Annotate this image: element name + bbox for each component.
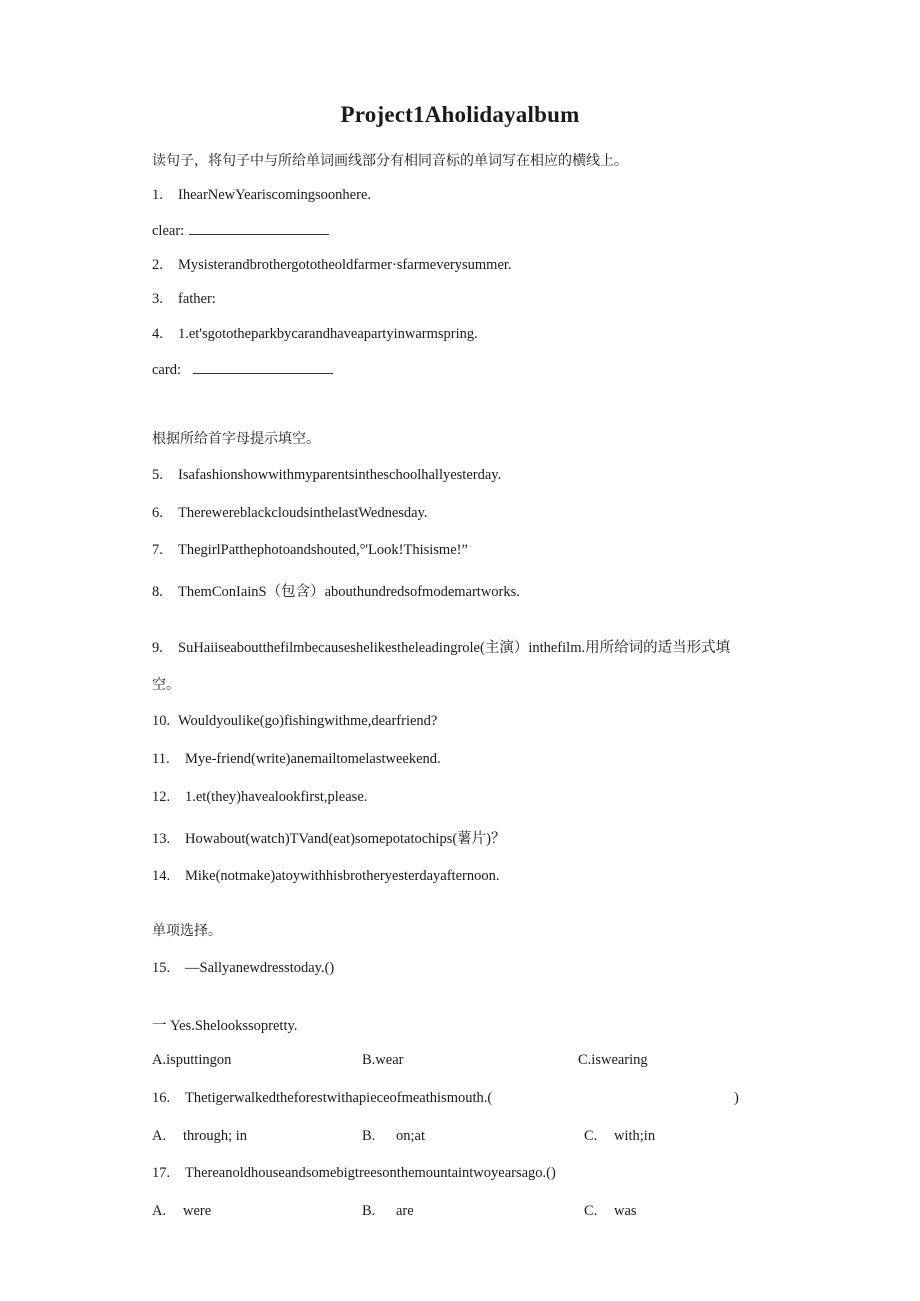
question-4 xyxy=(152,326,478,343)
question-15 xyxy=(152,960,334,977)
option-letter: B. xyxy=(362,1128,376,1144)
question-number: 15. xyxy=(152,960,171,976)
option-text: were xyxy=(183,1203,212,1219)
question-15-reply: 一 Yes.Shelookssopretty. xyxy=(152,1018,298,1034)
question-number: 1. xyxy=(152,187,163,203)
option-a[interactable] xyxy=(152,1128,247,1145)
question-number: 11. xyxy=(152,751,170,767)
question-text: 1.et(they)havealookfirst,please. xyxy=(185,789,368,805)
question-text: —Sallyanewdresstoday.() xyxy=(185,960,335,976)
question-text: ThegirlPatthephotoandshouted,°'Look!Thisisme!” xyxy=(178,542,468,558)
question-text: IhearNewYeariscomingsoonhere. xyxy=(178,187,372,203)
question-number: 2. xyxy=(152,257,163,273)
question-text: Mye-friend(write)anemailtomelastweekend. xyxy=(185,751,441,767)
section-instruction: 根据所给首字母提示填空。 xyxy=(152,431,320,447)
option-letter: C. xyxy=(584,1128,598,1144)
section-instruction: 单项选择。 xyxy=(152,923,222,939)
section-instruction: 读句子，将句子中与所给单词画线部分有相同音标的单词写在相应的横线上。 xyxy=(152,153,628,169)
question-text: TherewereblackcloudsinthelastWednesday. xyxy=(178,505,428,521)
answer-label: card: xyxy=(152,362,181,378)
option-text: through; in xyxy=(183,1128,248,1144)
option-c[interactable] xyxy=(584,1203,637,1220)
question-10 xyxy=(152,713,437,730)
question-5 xyxy=(152,467,501,484)
question-number: 13. xyxy=(152,831,171,847)
answer-blank[interactable] xyxy=(193,361,333,374)
option-c[interactable] xyxy=(584,1128,655,1145)
question-3 xyxy=(152,291,216,308)
question-1 xyxy=(152,187,371,204)
question-text: Isafashionshowwithmyparentsintheschoolhallyesterday. xyxy=(178,467,502,483)
answer-label: clear: xyxy=(152,223,185,239)
question-number: 7. xyxy=(152,542,163,558)
question-17 xyxy=(152,1165,556,1182)
question-14 xyxy=(152,868,499,885)
question-13 xyxy=(152,827,506,848)
question-number: 8. xyxy=(152,584,163,600)
option-b[interactable] xyxy=(362,1203,414,1220)
question-number: 17. xyxy=(152,1165,171,1181)
question-7 xyxy=(152,542,468,559)
question-text: 1.et'sgototheparkbycarandhaveapartyinwarmspring. xyxy=(178,326,478,342)
question-number: 6. xyxy=(152,505,163,521)
answer-blank[interactable] xyxy=(189,222,329,235)
option-a[interactable] xyxy=(152,1203,211,1220)
question-11 xyxy=(152,751,441,768)
question-6 xyxy=(152,505,428,522)
question-8 xyxy=(152,580,520,601)
option-b[interactable]: B.wear xyxy=(362,1052,404,1068)
option-letter: A. xyxy=(152,1203,167,1219)
question-text: ThemConIainS（包含）abouthundredsofmodemartworks. xyxy=(178,584,520,600)
question-text: Thereanoldhouseandsomebigtreesonthemountaintwoyearsago.() xyxy=(185,1165,556,1181)
question-text: Mike(notmake)atoywithhisbrotheryesterdayafternoon. xyxy=(185,868,500,884)
answer-bracket-close: ) xyxy=(734,1090,739,1106)
option-text: with;in xyxy=(614,1128,656,1144)
question-text: Mysisterandbrothergototheoldfarmer·sfarmeverysummer. xyxy=(178,257,512,273)
answer-line-card xyxy=(152,361,333,379)
answer-line-clear xyxy=(152,222,329,240)
question-text: Thetigerwalkedtheforestwithapieceofmeathismouth.( xyxy=(185,1090,493,1106)
option-text: was xyxy=(614,1203,637,1219)
option-b[interactable] xyxy=(362,1128,425,1145)
page-title: Project1Aholidayalbum xyxy=(340,102,580,127)
question-number: 9. xyxy=(152,640,163,656)
option-letter: B. xyxy=(362,1203,376,1219)
question-number: 5. xyxy=(152,467,163,483)
question-text: SuHaiiseaboutthefilmbecauseshelikestheleadingrole(主演）inthefilm.用所给词的适当形式填 xyxy=(178,640,731,656)
question-2 xyxy=(152,257,512,274)
question-number: 3. xyxy=(152,291,163,307)
question-16 xyxy=(152,1090,492,1107)
question-number: 12. xyxy=(152,789,171,805)
question-number: 16. xyxy=(152,1090,171,1106)
option-text: are xyxy=(396,1203,414,1219)
option-text: on;at xyxy=(396,1128,425,1144)
option-letter: C. xyxy=(584,1203,598,1219)
question-text: father: xyxy=(178,291,216,307)
option-a[interactable]: A.isputtingon xyxy=(152,1052,232,1068)
instruction-continuation: 空。 xyxy=(152,677,180,693)
option-letter: A. xyxy=(152,1128,167,1144)
question-number: 4. xyxy=(152,326,163,342)
question-number: 10. xyxy=(152,713,171,729)
question-9 xyxy=(152,636,730,657)
question-12 xyxy=(152,789,367,806)
option-c[interactable]: C.iswearing xyxy=(578,1052,648,1068)
question-text: Howabout(watch)TVand(eat)somepotatochips(薯片)？ xyxy=(185,831,506,847)
question-number: 14. xyxy=(152,868,171,884)
question-text: Wouldyoulike(go)fishingwithme,dearfriend? xyxy=(178,713,438,729)
